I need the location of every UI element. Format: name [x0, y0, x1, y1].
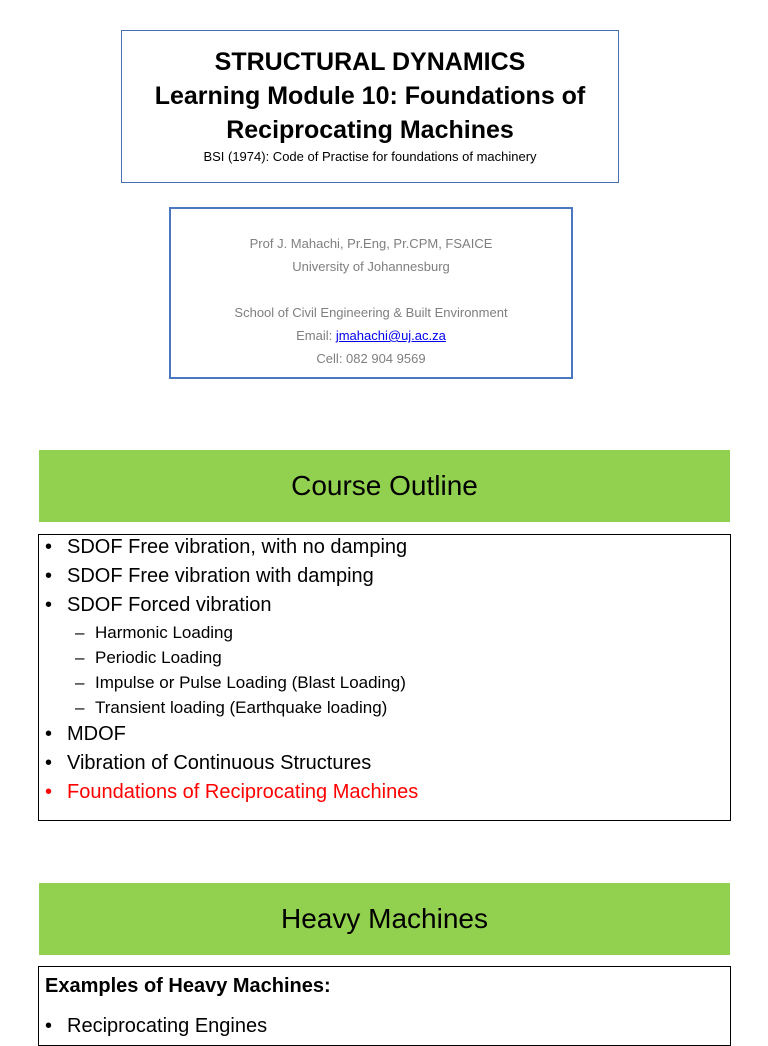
bullet: • [45, 781, 53, 803]
author-cell: Cell: 082 904 9569 [316, 351, 426, 366]
author-email-line [171, 324, 571, 347]
email-link[interactable]: jmahachi@uj.ac.za [335, 328, 446, 343]
list-item [45, 720, 724, 749]
bullet: • [45, 723, 53, 745]
title-line-2: Learning Module 10: Foundations of [154, 82, 586, 110]
bullet: • [45, 536, 53, 558]
bullet: • [45, 752, 53, 774]
title-box [121, 30, 619, 183]
sub-list-item [45, 695, 724, 720]
heavy-machines-banner [39, 883, 730, 955]
sub-list-item-text: Impulse or Pulse Loading (Blast Loading) [95, 673, 406, 692]
list-item [45, 533, 724, 562]
sub-list-item-text: Periodic Loading [95, 648, 222, 667]
examples-heading: Examples of Heavy Machines: [45, 975, 331, 997]
module-title [122, 45, 618, 147]
list-item-text: MDOF [67, 723, 126, 745]
sub-list-item-text: Harmonic Loading [95, 623, 233, 642]
list-item-text: SDOF Free vibration with damping [67, 565, 374, 587]
author-school: School of Civil Engineering & Built Environment [234, 305, 508, 320]
author-name: Prof J. Mahachi, Pr.Eng, Pr.CPM, FSAICE [249, 236, 493, 251]
sub-list-item [45, 620, 724, 645]
bullet: • [45, 594, 53, 616]
list-item-current [45, 778, 724, 807]
sub-list-item [45, 645, 724, 670]
course-outline-heading: Course Outline [291, 470, 478, 501]
list-item [45, 749, 724, 778]
sub-list-item-text: Transient loading (Earthquake loading) [95, 698, 388, 717]
course-outline-banner [39, 450, 730, 522]
heavy-machines-heading: Heavy Machines [281, 903, 488, 934]
dash: – [75, 623, 85, 642]
dash: – [75, 698, 85, 717]
examples-box [38, 966, 731, 1046]
dash: – [75, 673, 85, 692]
list-item-text: Vibration of Continuous Structures [67, 752, 372, 774]
dash: – [75, 648, 85, 667]
bullet: • [45, 565, 53, 587]
sub-list-item [45, 670, 724, 695]
list-item-text: Reciprocating Engines [67, 1015, 268, 1037]
title-line-3: Reciprocating Machines [226, 116, 514, 144]
author-university: University of Johannesburg [292, 259, 450, 274]
title-line-1: STRUCTURAL DYNAMICS [214, 48, 526, 76]
list-item [45, 562, 724, 591]
list-item [45, 591, 724, 620]
email-label: Email: [296, 328, 336, 343]
course-outline-list [38, 534, 731, 821]
bullet: • [45, 1015, 53, 1037]
list-item-text: SDOF Free vibration, with no damping [67, 536, 408, 558]
author-box [169, 207, 573, 379]
list-item-text: Foundations of Reciprocating Machines [67, 781, 419, 803]
list-item [45, 1012, 724, 1041]
spacer [171, 278, 571, 301]
list-item-text: SDOF Forced vibration [67, 594, 272, 616]
title-subtitle: BSI (1974): Code of Practise for foundations of machinery [203, 149, 537, 164]
